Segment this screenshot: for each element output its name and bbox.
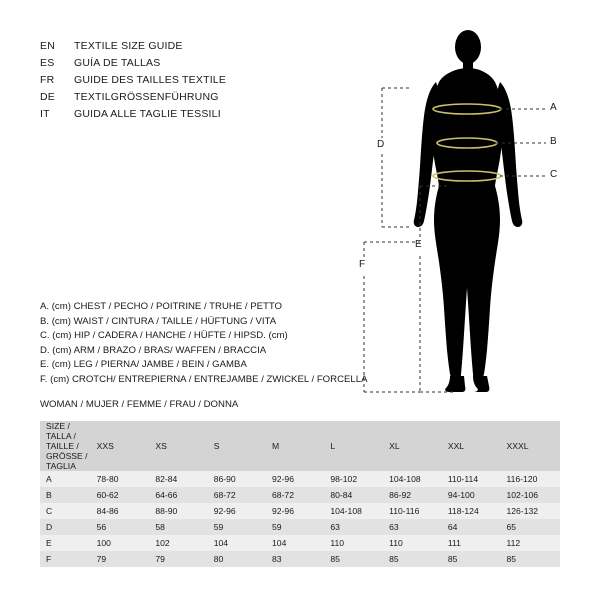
title-lang-code: ES	[40, 57, 55, 69]
legend-line-b: B. (cm) WAIST / CINTURA / TAILLE / HÜFTUNG / VITA	[40, 315, 277, 327]
cell: 98-102	[324, 471, 383, 487]
marker-label-a: A	[550, 102, 557, 113]
cell: 118-124	[442, 503, 501, 519]
cell: 94-100	[442, 487, 501, 503]
table-row	[40, 551, 560, 567]
cell: 112	[501, 535, 561, 551]
cell: 86-90	[208, 471, 266, 487]
row-label: A	[40, 471, 91, 487]
cell: 102	[149, 535, 207, 551]
figure-diagram	[350, 20, 590, 410]
header-cell-xs: XS	[149, 421, 207, 471]
title-row	[40, 72, 340, 89]
table-header-row	[40, 421, 560, 471]
header-cell-xxl: XXL	[442, 421, 501, 471]
title-text: TEXTILE SIZE GUIDE	[74, 40, 183, 52]
cell: 59	[266, 519, 324, 535]
cell: 104	[208, 535, 266, 551]
cell: 104	[266, 535, 324, 551]
table-row	[40, 503, 560, 519]
woman-silhouette	[414, 30, 523, 392]
title-row	[40, 38, 340, 55]
title-row	[40, 89, 340, 106]
cell: 92-96	[266, 503, 324, 519]
row-label: D	[40, 519, 91, 535]
cell: 110-114	[442, 471, 501, 487]
gender-label: WOMAN / MUJER / FEMME / FRAU / DONNA	[40, 399, 239, 410]
header-cell-m: M	[266, 421, 324, 471]
cell: 63	[324, 519, 383, 535]
table-row	[40, 519, 560, 535]
title-text: GUÍA DE TALLAS	[74, 57, 161, 69]
cell: 60-62	[91, 487, 150, 503]
cell: 68-72	[208, 487, 266, 503]
header-cell-xxxl: XXXL	[501, 421, 561, 471]
cell: 104-108	[324, 503, 383, 519]
size-table	[40, 421, 560, 567]
figure-svg	[350, 20, 590, 410]
bracket-label-d: D	[377, 139, 385, 150]
cell: 56	[91, 519, 150, 535]
cell: 85	[383, 551, 442, 567]
cell: 63	[383, 519, 442, 535]
cell: 80-84	[324, 487, 383, 503]
cell: 79	[91, 551, 150, 567]
title-text: GUIDA ALLE TAGLIE TESSILI	[74, 108, 221, 120]
cell: 111	[442, 535, 501, 551]
cell: 88-90	[149, 503, 207, 519]
title-text: GUIDE DES TAILLES TEXTILE	[74, 74, 227, 86]
legend-line-c: C. (cm) HIP / CADERA / HANCHE / HÜFTE / HIPSD. (cm)	[40, 330, 288, 341]
cell: 59	[208, 519, 266, 535]
row-label: C	[40, 503, 91, 519]
title-lang-code: FR	[40, 74, 55, 86]
legend-line-a: A. (cm) CHEST / PECHO / POITRINE / TRUHE / PETTO	[40, 301, 283, 312]
header-cell-l: L	[324, 421, 383, 471]
row-label: F	[40, 551, 91, 567]
cell: 116-120	[501, 471, 561, 487]
title-lang-code: DE	[40, 91, 55, 103]
cell: 78-80	[91, 471, 150, 487]
bracket-label-f: F	[359, 259, 366, 270]
header-cell-xxs: XXS	[91, 421, 150, 471]
title-lang-code: EN	[40, 40, 55, 52]
size-table-wrap	[40, 421, 560, 567]
cell: 100	[91, 535, 150, 551]
cell: 82-84	[149, 471, 207, 487]
bracket-label-e: E	[415, 239, 422, 250]
cell: 85	[324, 551, 383, 567]
table-row	[40, 487, 560, 503]
cell: 85	[442, 551, 501, 567]
title-row	[40, 106, 340, 123]
row-label: B	[40, 487, 91, 503]
legend-line-e: E. (cm) LEG / PIERNA/ JAMBE / BEIN / GAMBA	[40, 359, 247, 370]
legend-line-f: F. (cm) CROTCH/ ENTREPIERNA / ENTREJAMBE / ZWICKEL / FORCELLA	[40, 373, 368, 385]
cell: 58	[149, 519, 207, 535]
row-label: E	[40, 535, 91, 551]
cell: 110-116	[383, 503, 442, 519]
cell: 92-96	[266, 471, 324, 487]
header-cell-xl: XL	[383, 421, 442, 471]
table-row	[40, 535, 560, 551]
cell: 110	[383, 535, 442, 551]
title-text: TEXTILGRÖSSENFÜHRUNG	[74, 91, 219, 103]
cell: 85	[501, 551, 561, 567]
cell: 64	[442, 519, 501, 535]
cell: 83	[266, 551, 324, 567]
cell: 65	[501, 519, 561, 535]
title-block	[40, 38, 340, 123]
cell: 92-96	[208, 503, 266, 519]
cell: 104-108	[383, 471, 442, 487]
legend-line-d: D. (cm) ARM / BRAZO / BRAS/ WAFFEN / BRACCIA	[40, 344, 267, 356]
cell: 86-92	[383, 487, 442, 503]
cell: 110	[324, 535, 383, 551]
cell: 84-86	[91, 503, 150, 519]
cell: 126-132	[501, 503, 561, 519]
cell: 68-72	[266, 487, 324, 503]
cell: 79	[149, 551, 207, 567]
title-row	[40, 55, 340, 72]
title-lang-code: IT	[40, 108, 50, 120]
header-cell-s: S	[208, 421, 266, 471]
cell: 64-66	[149, 487, 207, 503]
marker-label-b: B	[550, 136, 557, 147]
cell: 80	[208, 551, 266, 567]
cell: 102-106	[501, 487, 561, 503]
header-cell-size: SIZE / TALLA / TAILLE / GRÖSSE / TAGLIA	[40, 421, 91, 471]
marker-label-c: C	[550, 169, 558, 180]
table-row	[40, 471, 560, 487]
